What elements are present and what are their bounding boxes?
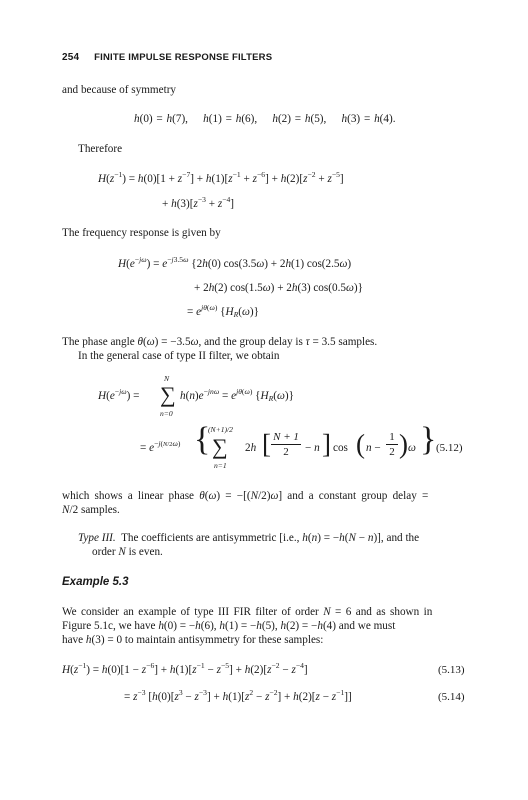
- equation-h-z-line2: + $h(3)[z^{-3} + z^{-4}]$: [162, 195, 235, 210]
- paragraph-example-3: have h(3) = 0 to maintain antisymmetry for these samples:: [62, 634, 324, 646]
- equation-general-lhs: $H(e^{-j\omega})$ =: [98, 387, 140, 402]
- equation-512-lhs: = $e^{-j(N/2\omega)}$: [140, 439, 181, 454]
- right-bracket: ]: [322, 429, 331, 459]
- paragraph-linear-phase-1: which shows a linear phase θ(ω) = −[(N/2)ω] and a constant group delay =: [62, 490, 429, 502]
- summation-symbol: ∑: [160, 382, 176, 407]
- paragraph-linear-phase-2: N/2 samples.: [62, 504, 120, 516]
- paragraph-phase-angle: The phase angle θ(ω) = −3.5ω, and the group delay is τ = 3.5 samples.: [62, 336, 378, 348]
- fraction-one-half: 1 2: [386, 431, 398, 458]
- left-paren: (: [356, 429, 365, 459]
- summation-symbol-512: ∑: [212, 434, 228, 459]
- equation-h-z-line1: $H(z^{-1}) = h(0)[1 + z^{-7}] + h(1)[z^{-1} + z^{-6}] + h(2)[z^{-2} + z^{-5}]$: [98, 170, 344, 185]
- equation-number-513: (5.13): [438, 664, 465, 676]
- fraction-n-plus-1-over-2: N + 1 2: [271, 431, 301, 458]
- equation-number-512: (5.12): [436, 442, 463, 454]
- sum-upper-limit-N: N: [164, 374, 170, 383]
- sum-lower-limit-512: n=1: [214, 461, 227, 470]
- right-brace: }: [420, 421, 437, 458]
- page-number: 254: [62, 52, 80, 63]
- paragraph-general-case: In the general case of type II filter, we obtain: [78, 350, 280, 362]
- paragraph-frequency-response: The frequency response is given by: [62, 227, 221, 239]
- paragraph-example-2: Figure 5.1c, we have h(0) = −h(6), h(1) = −h(5), h(2) = −h(4) and we must: [62, 620, 396, 632]
- paragraph-type-iii-2: order N is even.: [92, 546, 163, 558]
- paragraph-symmetry: and because of symmetry: [62, 84, 177, 96]
- paragraph-therefore: Therefore: [78, 143, 123, 155]
- equation-symmetry: h(0) = h(7), h(1) = h(6), h(2) = h(5), h(3) = h(4).: [134, 113, 396, 125]
- equation-freq-line1: $H(e^{-j\omega}) = e^{-j3.5\omega}$ {2h(0) cos(3.5ω) + 2h(1) cos(2.5ω): [118, 255, 352, 270]
- minus-n: − n: [305, 442, 320, 454]
- left-bracket: [: [262, 429, 271, 459]
- running-title: FINITE IMPULSE RESPONSE FILTERS: [94, 52, 273, 63]
- example-title: Example 5.3: [62, 576, 129, 588]
- paragraph-type-iii-1: Type III. The coefficients are antisymmetric [i.e., h(n) = −h(N − n)], and the: [78, 532, 420, 544]
- left-brace: {: [194, 421, 211, 458]
- sum-lower-limit: n=0: [160, 409, 173, 418]
- running-header: [62, 52, 272, 63]
- coef-2h: 2h: [245, 442, 257, 454]
- right-paren: ): [399, 429, 408, 459]
- equation-general-rhs: $h(n)e^{-jn\omega} = e^{j\theta(\omega)}$ $\{H_R(\omega)\}$: [180, 387, 295, 403]
- paragraph-example-1: We consider an example of type III FIR filter of order N = 6 and as shown in: [62, 606, 433, 618]
- n-minus: n −: [366, 442, 381, 454]
- equation-513: $H(z^{-1}) = h(0)[1 - z^{-6}] + h(1)[z^{-1} - z^{-5}] + h(2)[z^{-2} - z^{-4}]$: [62, 661, 308, 676]
- equation-freq-line2: + 2h(2) cos(1.5ω) + 2h(3) cos(0.5ω)}: [194, 282, 363, 294]
- equation-freq-line3: = $e^{j\theta(\omega)}$ $\{H_R(\omega)\}$: [187, 303, 260, 319]
- cos-term: cos: [333, 442, 348, 454]
- equation-514: = $z^{-3}$ $[h(0)[z^3 - z^{-3}] + h(1)[z^2 - z^{-2}] + h(2)[z - z^{-1}]]$: [124, 688, 352, 703]
- sum-upper-limit-512: (N+1)/2: [208, 425, 233, 434]
- omega-term: ω: [408, 442, 416, 454]
- equation-number-514: (5.14): [438, 691, 465, 703]
